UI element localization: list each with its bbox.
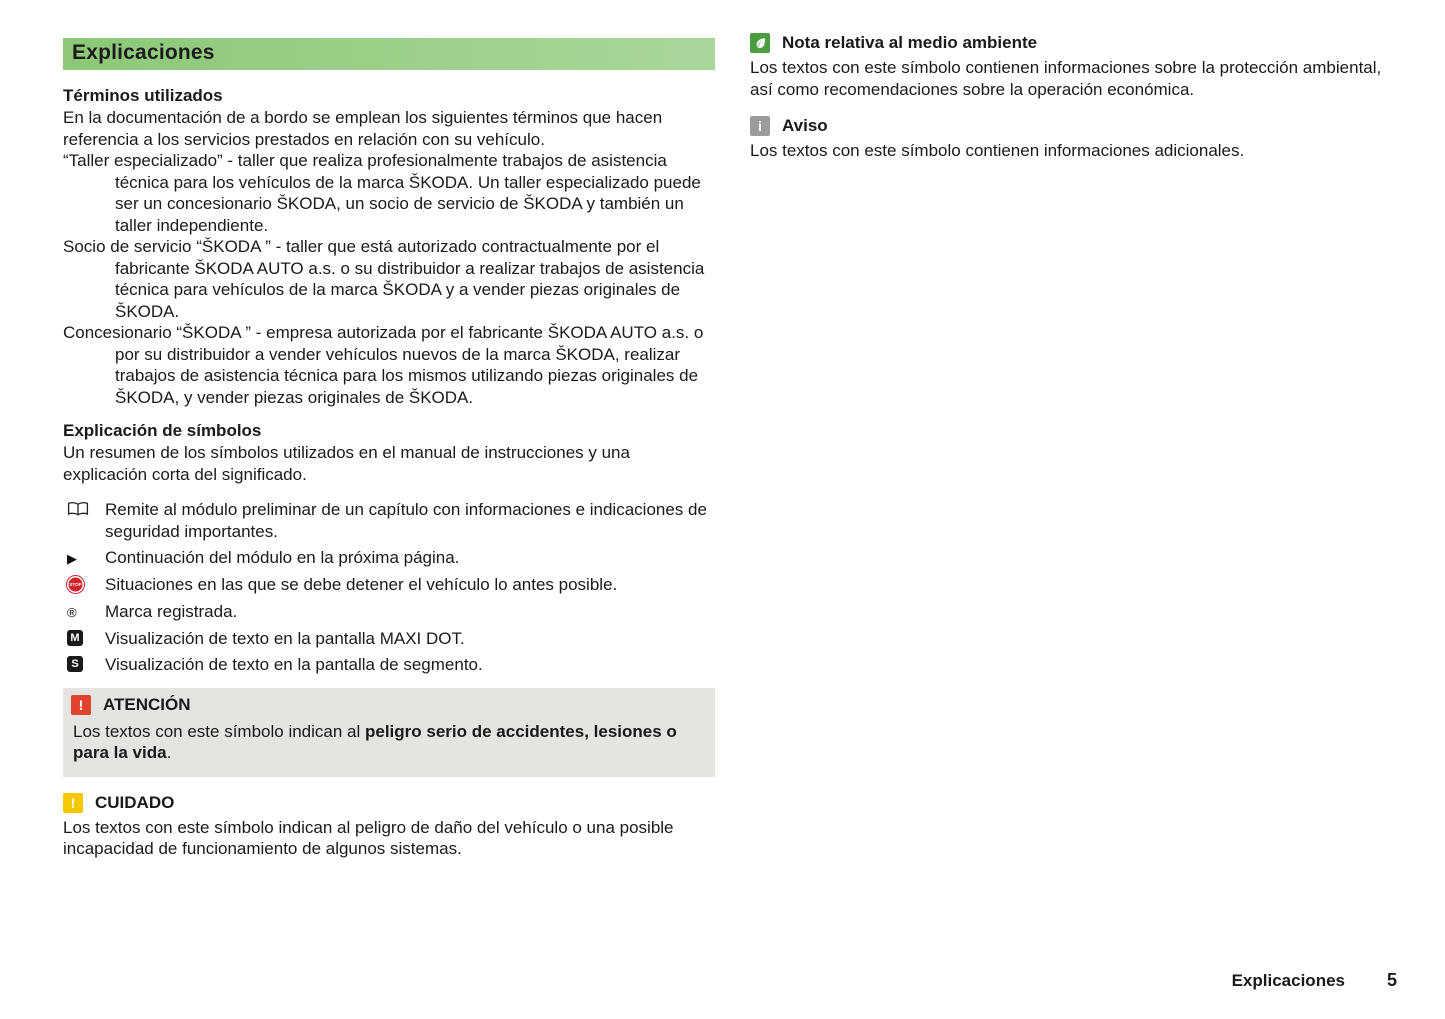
page-title-bar <box>63 38 715 70</box>
environment-label: Nota relativa al medio ambiente <box>782 33 1038 52</box>
attention-label: ATENCIÓN <box>103 694 191 714</box>
attention-box <box>63 688 715 777</box>
open-book-icon <box>63 499 105 517</box>
symbols-heading: Explicación de símbolos <box>63 421 262 440</box>
symbol-description: Continuación del módulo en la próxima página. <box>105 548 460 567</box>
caution-header <box>63 793 715 813</box>
registered-trademark-icon: ® <box>67 604 77 620</box>
terms-heading: Términos utilizados <box>63 86 223 105</box>
symbols-list <box>63 499 715 676</box>
caution-text: Los textos con este símbolo indican al peligro de daño del vehículo o una posible incapacidad de funcionamiento de algunos sistemas. <box>63 817 674 858</box>
symbol-row-book <box>63 499 715 542</box>
notice-header <box>750 116 1395 136</box>
page-title: Explicaciones <box>72 41 215 64</box>
symbol-row-continuation <box>63 547 715 569</box>
terms-intro: En la documentación de a bordo se emplean los siguientes términos que hacen referencia a los servicios prestados en relación con su vehículo. <box>63 108 663 149</box>
definition-socio-servicio: Socio de servicio “ŠKODA ” - taller que está autorizado contractualmente por el fabricante ŠKODA AUTO a.s. o su distribuidor a realizar trabajos de asistencia técnica para vehículos de la marca ŠKODA y a vender piezas originales de ŠKODA. <box>63 237 705 321</box>
footer-section-name: Explicaciones <box>1231 971 1345 990</box>
environment-header <box>750 33 1395 53</box>
symbol-row-segment <box>63 654 715 676</box>
maxi-dot-display-icon: M <box>63 628 105 646</box>
warning-exclamation-icon: ! <box>71 695 91 715</box>
info-icon: i <box>750 116 770 136</box>
symbol-description: Remite al módulo preliminar de un capítulo con informaciones e indicaciones de seguridad importantes. <box>105 500 707 541</box>
attention-text-end: . <box>166 743 172 762</box>
page-footer <box>1232 970 1397 991</box>
definition-taller-especializado: “Taller especializado” - taller que realiza profesionalmente trabajos de asistencia técnica para los vehículos de la marca ŠKODA. Un taller especializado puede ser un concesionario ŠKODA, un socio de servicio de ŠKODA y también un taller independiente. <box>63 151 701 235</box>
leaf-icon <box>750 33 770 53</box>
left-column <box>63 38 715 860</box>
symbol-row-registered <box>63 601 715 623</box>
definition-concesionario: Concesionario “ŠKODA ” - empresa autorizada por el fabricante ŠKODA AUTO a.s. o por su distribuidor a vender vehículos nuevos de la marca ŠKODA, realizar trabajos de asistencia técnica para los mismos utilizando piezas originales de ŠKODA, y vender piezas originales de ŠKODA. <box>63 323 704 407</box>
attention-text-normal: Los textos con este símbolo indican al <box>73 721 365 741</box>
symbol-description: Situaciones en las que se debe detener el vehículo lo antes posible. <box>105 575 618 594</box>
symbol-row-maxi-dot <box>63 628 715 650</box>
attention-text-bold: peligro serio de accidentes, lesiones o para la vida <box>73 721 677 762</box>
footer-page-number: 5 <box>1386 970 1397 990</box>
stop-sign-icon: STOP <box>63 574 105 593</box>
right-column <box>750 33 1395 162</box>
symbol-description: Visualización de texto en la pantalla MAXI DOT. <box>105 628 465 648</box>
symbol-description: Visualización de texto en la pantalla de segmento. <box>105 655 483 674</box>
caution-label: CUIDADO <box>95 792 175 812</box>
symbol-description: Marca registrada. <box>105 601 238 621</box>
symbols-intro: Un resumen de los símbolos utilizados en el manual de instrucciones y una explicación corta del significado. <box>63 443 630 484</box>
environment-text: Los textos con este símbolo contienen informaciones sobre la protección ambiental, así como recomendaciones sobre la operación económica. <box>750 58 1382 99</box>
symbol-row-stop <box>63 574 715 596</box>
caution-exclamation-icon: ! <box>63 793 83 813</box>
segment-display-icon: S <box>63 654 105 672</box>
attention-text <box>71 721 705 764</box>
attention-header <box>71 695 705 715</box>
notice-label: Aviso <box>782 116 828 135</box>
notice-text: Los textos con este símbolo contienen informaciones adicionales. <box>750 141 1245 160</box>
triangle-right-icon: ▶ <box>67 551 77 566</box>
